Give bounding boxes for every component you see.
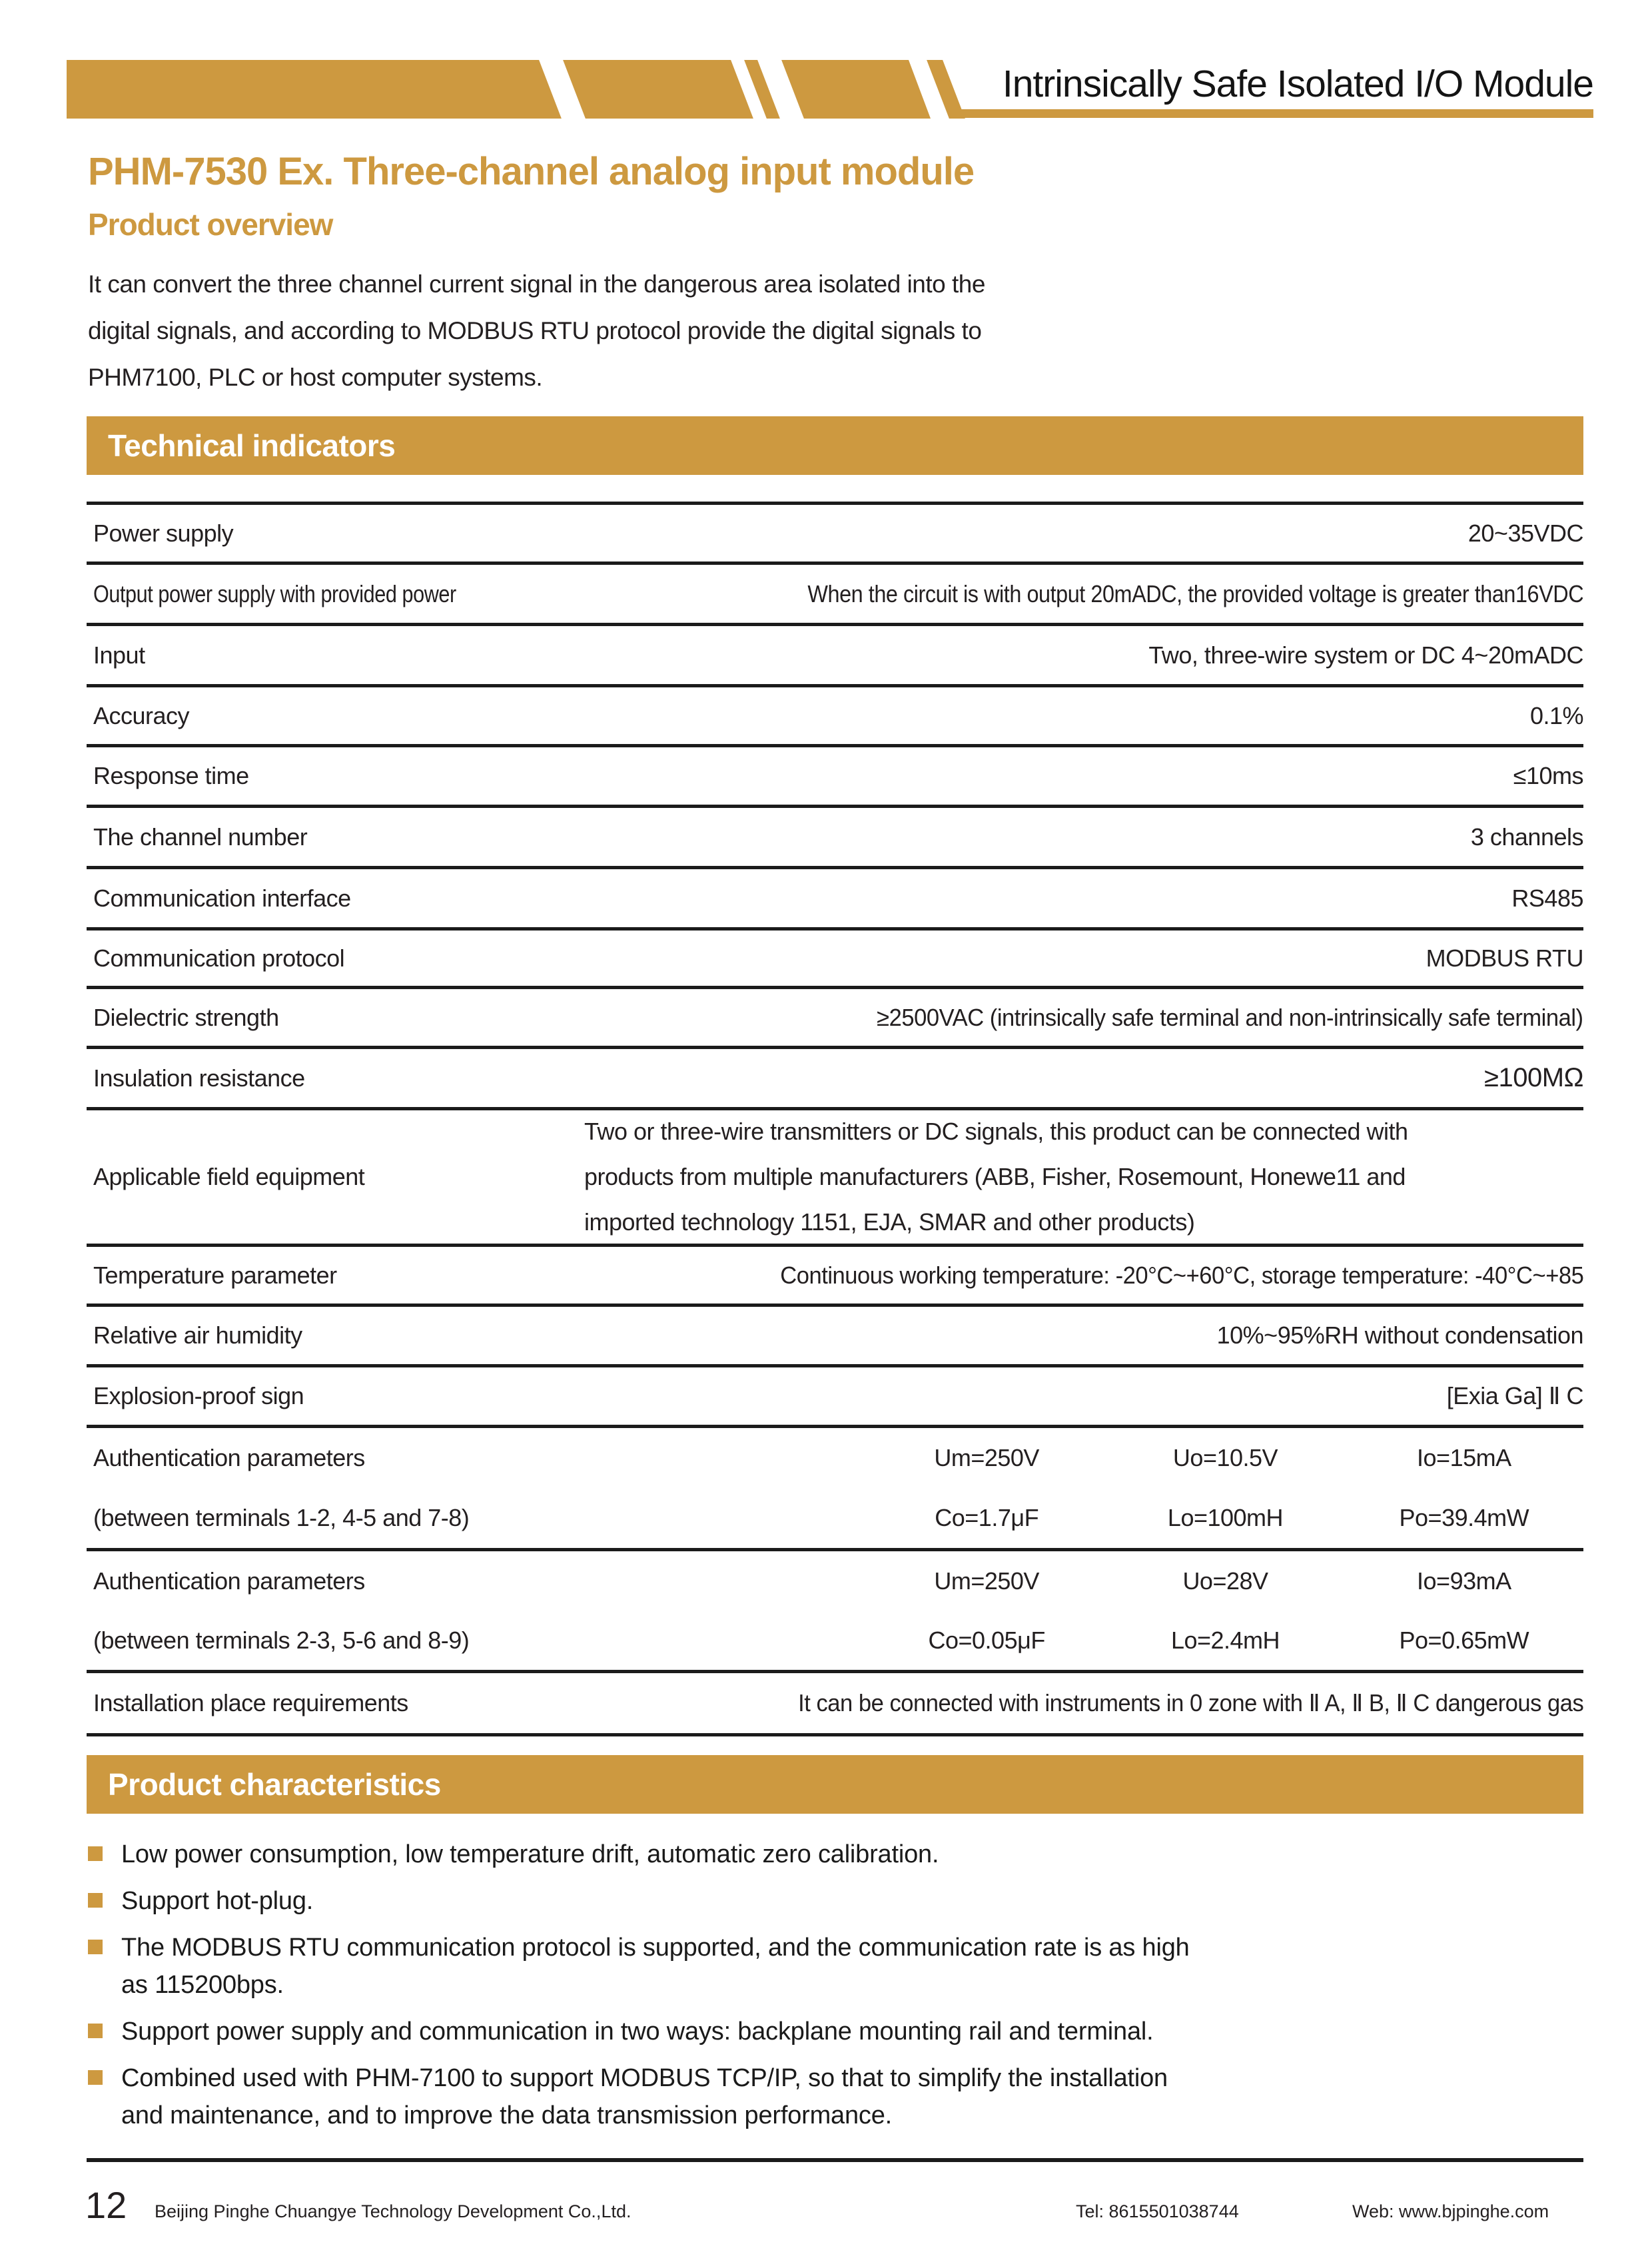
spec-label-line: (between terminals 1-2, 4-5 and 7-8) xyxy=(93,1504,470,1531)
table-row xyxy=(87,1673,1583,1736)
spec-value: 0.1% xyxy=(1529,701,1583,729)
bullet-line: and maintenance, and to improve the data transmission performance. xyxy=(121,2101,893,2129)
spec-value: ≥100MΩ xyxy=(1484,1063,1583,1092)
auth-values xyxy=(867,1551,1583,1670)
auth-values xyxy=(867,1428,1583,1548)
auth-cell: Uo=28V xyxy=(1182,1567,1268,1595)
table-row xyxy=(87,626,1583,687)
table-row xyxy=(87,505,1583,565)
auth-values-row xyxy=(867,1444,1583,1472)
auth-cell: Um=250V xyxy=(934,1444,1039,1471)
bullet-line: Support power supply and communication in two ways: backplane mounting rail and terminal. xyxy=(121,2018,1154,2046)
spec-label: Power supply xyxy=(93,519,234,547)
auth-cell: Po=0.65mW xyxy=(1399,1626,1529,1654)
header-gold-banner xyxy=(67,60,999,119)
bullet-icon xyxy=(88,2024,103,2038)
bullet-line: as 115200bps. xyxy=(121,1971,284,1999)
page-number: 12 xyxy=(85,2184,127,2226)
table-row xyxy=(87,1551,1583,1673)
list-item xyxy=(88,2013,1593,2050)
bullet-icon xyxy=(88,1846,103,1861)
table-row xyxy=(87,1049,1583,1110)
list-item xyxy=(88,1882,1593,1920)
spec-label: Dielectric strength xyxy=(93,1003,279,1031)
list-item xyxy=(88,2059,1593,2134)
footer-tel: Tel: 8615501038744 xyxy=(1076,2201,1239,2221)
spec-label xyxy=(93,1428,867,1548)
spec-value: 10%~95%RH without condensation xyxy=(1216,1321,1583,1349)
spec-table xyxy=(87,502,1583,1736)
footer-divider xyxy=(87,2158,1583,2162)
bullet-icon xyxy=(88,1940,103,1954)
auth-values-row xyxy=(867,1504,1583,1532)
spec-value: ≥2500VAC (intrinsically safe terminal and non-intrinsically safe terminal) xyxy=(877,1003,1583,1031)
auth-cell: Lo=2.4mH xyxy=(1170,1626,1280,1654)
table-row xyxy=(87,1110,1583,1247)
spec-label: The channel number xyxy=(93,823,308,851)
section-title-technical: Technical indicators xyxy=(87,416,1583,475)
header-banner-label: Intrinsically Safe Isolated I/O Module xyxy=(1002,63,1593,105)
table-row xyxy=(87,869,1583,931)
spec-label-line: Authentication parameters xyxy=(93,1567,365,1595)
table-row xyxy=(87,989,1583,1049)
bullet-icon xyxy=(88,2070,103,2085)
spec-label-line: Authentication parameters xyxy=(93,1444,365,1471)
bullet-icon xyxy=(88,1893,103,1908)
spec-value: ≤10ms xyxy=(1513,762,1583,789)
spec-value: Two, three-wire system or DC 4~20mADC xyxy=(1148,641,1583,669)
spec-label: Installation place requirements xyxy=(93,1689,408,1716)
auth-cell: Lo=100mH xyxy=(1167,1504,1284,1531)
overview-line: PHM7100, PLC or host computer systems. xyxy=(88,364,543,391)
spec-value: 20~35VDC xyxy=(1467,519,1583,547)
table-row xyxy=(87,808,1583,869)
table-row xyxy=(87,1367,1583,1428)
bullet-line: Low power consumption, low temperature drift, automatic zero calibration. xyxy=(121,1840,939,1868)
spec-label: Insulation resistance xyxy=(93,1064,305,1092)
list-item xyxy=(88,1929,1593,2004)
spec-value: When the circuit is with output 20mADC, the provided voltage is greater than16VDC xyxy=(807,579,1583,607)
overview-heading: Product overview xyxy=(88,207,333,242)
auth-cell: Io=15mA xyxy=(1417,1444,1511,1471)
table-row xyxy=(87,1247,1583,1307)
footer-company: Beijing Pinghe Chuangye Technology Development Co.,Ltd. xyxy=(155,2201,631,2221)
spec-value: [Exia Ga] Ⅱ C xyxy=(1446,1382,1583,1409)
spec-label-line: (between terminals 2-3, 5-6 and 8-9) xyxy=(93,1626,470,1654)
spec-label: Temperature parameter xyxy=(93,1261,337,1289)
table-row xyxy=(87,687,1583,747)
overview-paragraph xyxy=(88,261,985,401)
list-item xyxy=(88,1836,1593,1873)
table-row xyxy=(87,1428,1583,1551)
section-title-characteristics: Product characteristics xyxy=(87,1755,1583,1814)
banner-underline xyxy=(959,109,1593,118)
bullet-line: The MODBUS RTU communication protocol is supported, and the communication rate is as high xyxy=(121,1934,1190,1962)
spec-value: MODBUS RTU xyxy=(1426,944,1583,972)
spec-value-line: imported technology 1151, EJA, SMAR and other products) xyxy=(584,1208,1195,1236)
table-row xyxy=(87,1307,1583,1367)
auth-values-row xyxy=(867,1567,1583,1595)
bullet-line: Support hot-plug. xyxy=(121,1887,314,1915)
auth-cell: Co=1.7μF xyxy=(935,1504,1039,1531)
spec-label: Input xyxy=(93,641,145,669)
spec-label: Response time xyxy=(93,762,249,789)
spec-label xyxy=(93,1551,867,1670)
auth-values-row xyxy=(867,1627,1583,1655)
spec-value-line: products from multiple manufacturers (ABB, Fisher, Rosemount, Honewe11 and xyxy=(584,1163,1406,1190)
page-title: PHM-7530 Ex. Three-channel analog input module xyxy=(88,150,975,193)
spec-label: Explosion-proof sign xyxy=(93,1382,304,1409)
spec-label: Applicable field equipment xyxy=(93,1163,365,1190)
spec-value xyxy=(584,1109,1583,1245)
overview-line: It can convert the three channel current signal in the dangerous area isolated into the xyxy=(88,270,985,298)
auth-cell: Co=0.05μF xyxy=(928,1626,1045,1654)
spec-label: Communication protocol xyxy=(93,944,345,972)
spec-label: Relative air humidity xyxy=(93,1321,302,1349)
table-row xyxy=(87,565,1583,626)
spec-label: Accuracy xyxy=(93,701,190,729)
spec-value-line: Two or three-wire transmitters or DC signals, this product can be connected with xyxy=(584,1118,1408,1145)
spec-value: RS485 xyxy=(1511,884,1583,912)
auth-cell: Po=39.4mW xyxy=(1399,1504,1529,1531)
footer-web: Web: www.bjpinghe.com xyxy=(1352,2201,1549,2221)
banner-stripe xyxy=(536,52,589,127)
characteristics-list xyxy=(88,1836,1593,2143)
bullet-line: Combined used with PHM-7100 to support MODBUS TCP/IP, so that to simplify the installation xyxy=(121,2064,1168,2092)
spec-value: It can be connected with instruments in 0 zone with Ⅱ A, Ⅱ B, Ⅱ C dangerous gas xyxy=(797,1689,1583,1716)
auth-cell: Um=250V xyxy=(934,1567,1039,1595)
auth-cell: Io=93mA xyxy=(1417,1567,1511,1595)
overview-line: digital signals, and according to MODBUS RTU protocol provide the digital signals to xyxy=(88,317,982,344)
spec-label: Communication interface xyxy=(93,884,351,912)
table-row xyxy=(87,931,1583,989)
spec-value: 3 channels xyxy=(1470,823,1583,851)
table-row xyxy=(87,747,1583,808)
spec-value: Continuous working temperature: -20°C~+60°C, storage temperature: -40°C~+85 xyxy=(779,1261,1583,1289)
auth-cell: Uo=10.5V xyxy=(1172,1444,1278,1471)
spec-label: Output power supply with provided power xyxy=(93,579,456,607)
